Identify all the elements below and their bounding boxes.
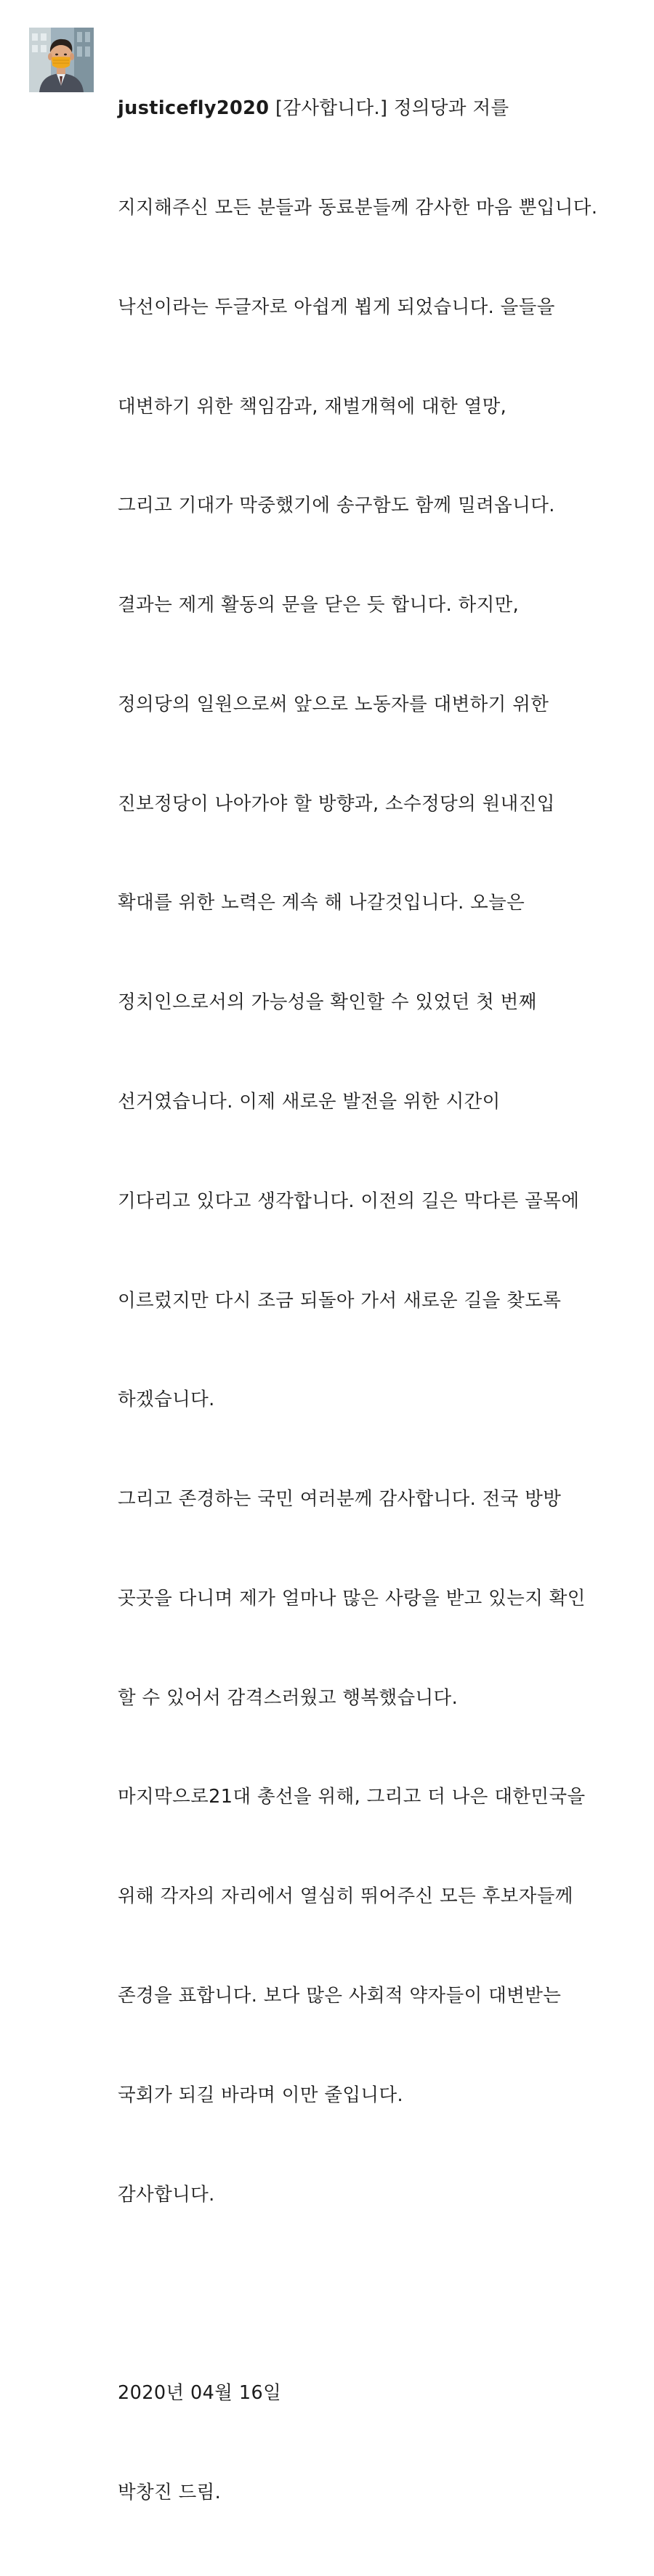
caption-first-line <box>118 92 641 126</box>
caption-line: 기다리고 있다고 생각합니다. 이전의 길은 막다른 골목에 <box>118 1190 580 1212</box>
caption-line: 감사합니다. <box>118 2183 215 2206</box>
caption-line: 그리고 기대가 막중했기에 송구함도 함께 밀려옵니다. <box>118 495 555 517</box>
profile-avatar[interactable] <box>29 28 94 92</box>
blank-line <box>118 2278 641 2311</box>
caption-line: 이르렀지만 다시 조금 되돌아 가서 새로운 길을 찾도록 <box>118 1289 562 1312</box>
caption-line: 정의당의 일원으로써 앞으로 노동자를 대변하기 위한 <box>118 693 549 715</box>
caption-line: 곳곳을 다니며 제가 얼마나 많은 사랑을 받고 있는지 확인 <box>118 1587 586 1609</box>
caption-line: 확대를 위한 노력은 계속 해 나갈것입니다. 오늘은 <box>118 892 525 914</box>
caption-line: 할 수 있어서 감격스러웠고 행복했습니다. <box>118 1686 459 1709</box>
post-date: 2020년 04월 16일 <box>118 2382 282 2405</box>
caption-line: 결과는 제게 활동의 문을 닫은 듯 합니다. 하지만, <box>118 594 520 617</box>
caption-line: 정치인으로서의 가능성을 확인할 수 있었던 첫 번째 <box>118 991 537 1014</box>
caption-line: 그리고 존경하는 국민 여러분께 감사합니다. 전국 방방 <box>118 1488 562 1511</box>
avatar-photo <box>29 28 94 92</box>
signature: 박창진 드림. <box>118 2481 222 2503</box>
caption-first-line-text: [감사합니다.] 정의당과 저를 <box>269 97 509 120</box>
caption-line: 선거였습니다. 이제 새로운 발전을 위한 시간이 <box>118 1091 501 1113</box>
post-caption <box>118 26 641 2576</box>
caption-line: 마지막으로21대 총선을 위해, 그리고 더 나은 대한민국을 <box>118 1786 586 1808</box>
caption-line: 위해 각자의 자리에서 열심히 뛰어주신 모든 후보자들께 <box>118 1885 573 1908</box>
caption-line: 대변하기 위한 책임감과, 재벌개혁에 대한 열망, <box>118 395 507 418</box>
caption-line: 존경을 표합니다. 보다 많은 사회적 약자들이 대변받는 <box>118 1985 562 2007</box>
caption-line: 지지해주신 모든 분들과 동료분들께 감사한 마음 뿐입니다. <box>118 196 598 219</box>
username-link[interactable]: justicefly2020 <box>118 97 270 120</box>
caption-line: 하겠습니다. <box>118 1389 215 1411</box>
caption-line: 국회가 되길 바라며 이만 줄입니다. <box>118 2084 403 2106</box>
caption-line: 진보정당이 나아가야 할 방향과, 소수정당의 원내진입 <box>118 792 555 815</box>
caption-line: 낙선이라는 두글자로 아쉽게 뵙게 되었습니다. 을들을 <box>118 296 555 318</box>
